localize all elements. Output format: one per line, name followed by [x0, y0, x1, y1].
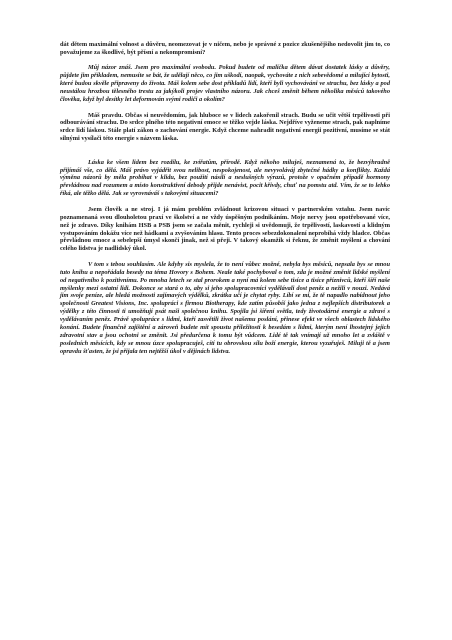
- paragraph-fear: Máš pravdu. Občas si neuvědomím, jak hluboce se v lidech zakořenil strach. Budu se učit větší trpělivosti při odbourávání strachu. Do srdce plného této negativní emoce se těžko vejde láska. Nejdříve vyženeme strach, pak naplníme srdce lidí láskou. Stále platí zákon o zachování energie. Když chceme nahradit negativní energii pozitivní, musíme se stát silnými vysílači této energie s názvem láska.: [60, 111, 390, 143]
- document-page: [60, 41, 390, 356]
- paragraph-continuation: dát dětem maximální volnost a důvěru, neomezovat je v ničem, nebo je správné z pozice zkušenějšího nedovolit jim to, co považujeme za škodlivé, být přísní a nekompromisní?: [60, 41, 390, 56]
- paragraph-love: Láska ke všem lidem bez rozdílu, ke zvířatům, přírodě. Když někoho miluješ, neznamená to, že bezvýhradně přijímáš vše, co dělá. Máš právo vyjádřit svou nelibost, nespokojenost, ale nevyvoláváj zbytečné hádky a konflikty. Každá výměna názorů by měla probíhat v klidu, bez použití násilí a neslušných výrazů, protože v opačném případě hormony převládnou nad rozumem a místo konstruktivní debody přijde nenávist, pocit křivdy, chuť na pomstu atd. Vím, že se to lehko říká, ale těžko dělá. Jak se vyrovnáváš s takovými situacemi?: [60, 158, 390, 198]
- paragraph-agreement: V tom s tebou souhlasím. Ale kdyby sis myslela, že to není vůbec možné, nebyla bys měsíců, nepsala bys se mnou tuto knihu a nepořádala besedy na téma Hovory s Bohem. Neale také pochyboval o tom, zda je možné změnit lidské myšlení od negativního k pozitivnímu. Po mnoha letech se stal prorokem a nyní má kolem sebe tisíce a tisíce příznivců, kteří šíří naše myšlenky mezi ostatní lidi. Dokonce se stará o to, aby si jeho spolupracovníci vydělávali dost peněz a nežili v nouzi. Nedává jim svoje peníze, ale hledá možnosti zajímavých výdělků, zkrátka učí je chytat ryby. Líbí se mi, že tě napadlo nabídnout jeho společnosti Greatest Visions, Inc. spolupráci s firmou Biotherapy, kde zatím působíš jako jedna z nejlepších distributorek a výdělky z této činnosti ti umožňují psát naši společnou knihu. Spojila jsi šíření světla, tedy životodárné energie a zdraví s vydělávaním peněz. Právě spolupráce s lidmi, kteří zasvětili život našemu poslání, přinese efekt ve všech oblastech lidského konání. Budete finančně zajištění a zároveň budete mít spoustu příležitostí k besedám s lidmi, kterým není lhostejný jejich zdravotní stav a jsou ochotni se změnit. Jsi předurčena k tomu být vůdcem. Lidé tě tak vnímají už mnoho let a zvláště v posledních měsících, kdy se mnou úzce spolupracuješ, cítí tu obrovskou sílu boží energie, kterou vyzařuješ. Miluji tě a jsem opravdu šťasten, že jsi přijala ten nejtěžší úkol v dějinách lidstva.: [60, 260, 390, 355]
- paragraph-god-freedom: Můj názor znáš. Jsem pro maximální svobodu. Pokud budete od malička dětem dávat dostatek lásky a důvěry, půjdete jim příkladem, nemusíte se bát, že udělají něco, co jim uškodí, naopak, vychováte z nich sebevědomé a milující bytosti, které budou skvěle připraveny do života. Máš kolem sebe dost příkladů lidí, kteří byli vychováváni ve strachu, bez lásky a pod neustálou hrozbou tělesného trestu za jakýkoli projev vlastního názoru. Jak chceš změnit během několika měsíců takového člověka, když byl desítky let deformován svými rodiči a okolím?: [60, 64, 390, 104]
- paragraph-human-not-machine: Jsem člověk a ne stroj. I já mám problém zvládnout krizovou situaci v partnerském vztahu. Jsem navíc poznamenaná svou dlouholetou praxí ve školství a ne vždy úspěšným podnikáním. Moje nervy jsou opotřebované více, než je zdravo. Díky knihám HSB a PSB jsem se začala měnit, rychleji si uvědomuji, že trpělivostí, laskavostí a klidným vystupováním dokážu více než hádkami a zvyšováním hlasu. Tento proces sebezdokonalení neprobíhá vždy hladce. Občas převládnou emoce a sebelepší úmysl skončí jinak, než si přeji. V takový okamžik si řeknu, že změnit myšlení a chování celého lidstva je nadlidský úkol.: [60, 205, 390, 253]
